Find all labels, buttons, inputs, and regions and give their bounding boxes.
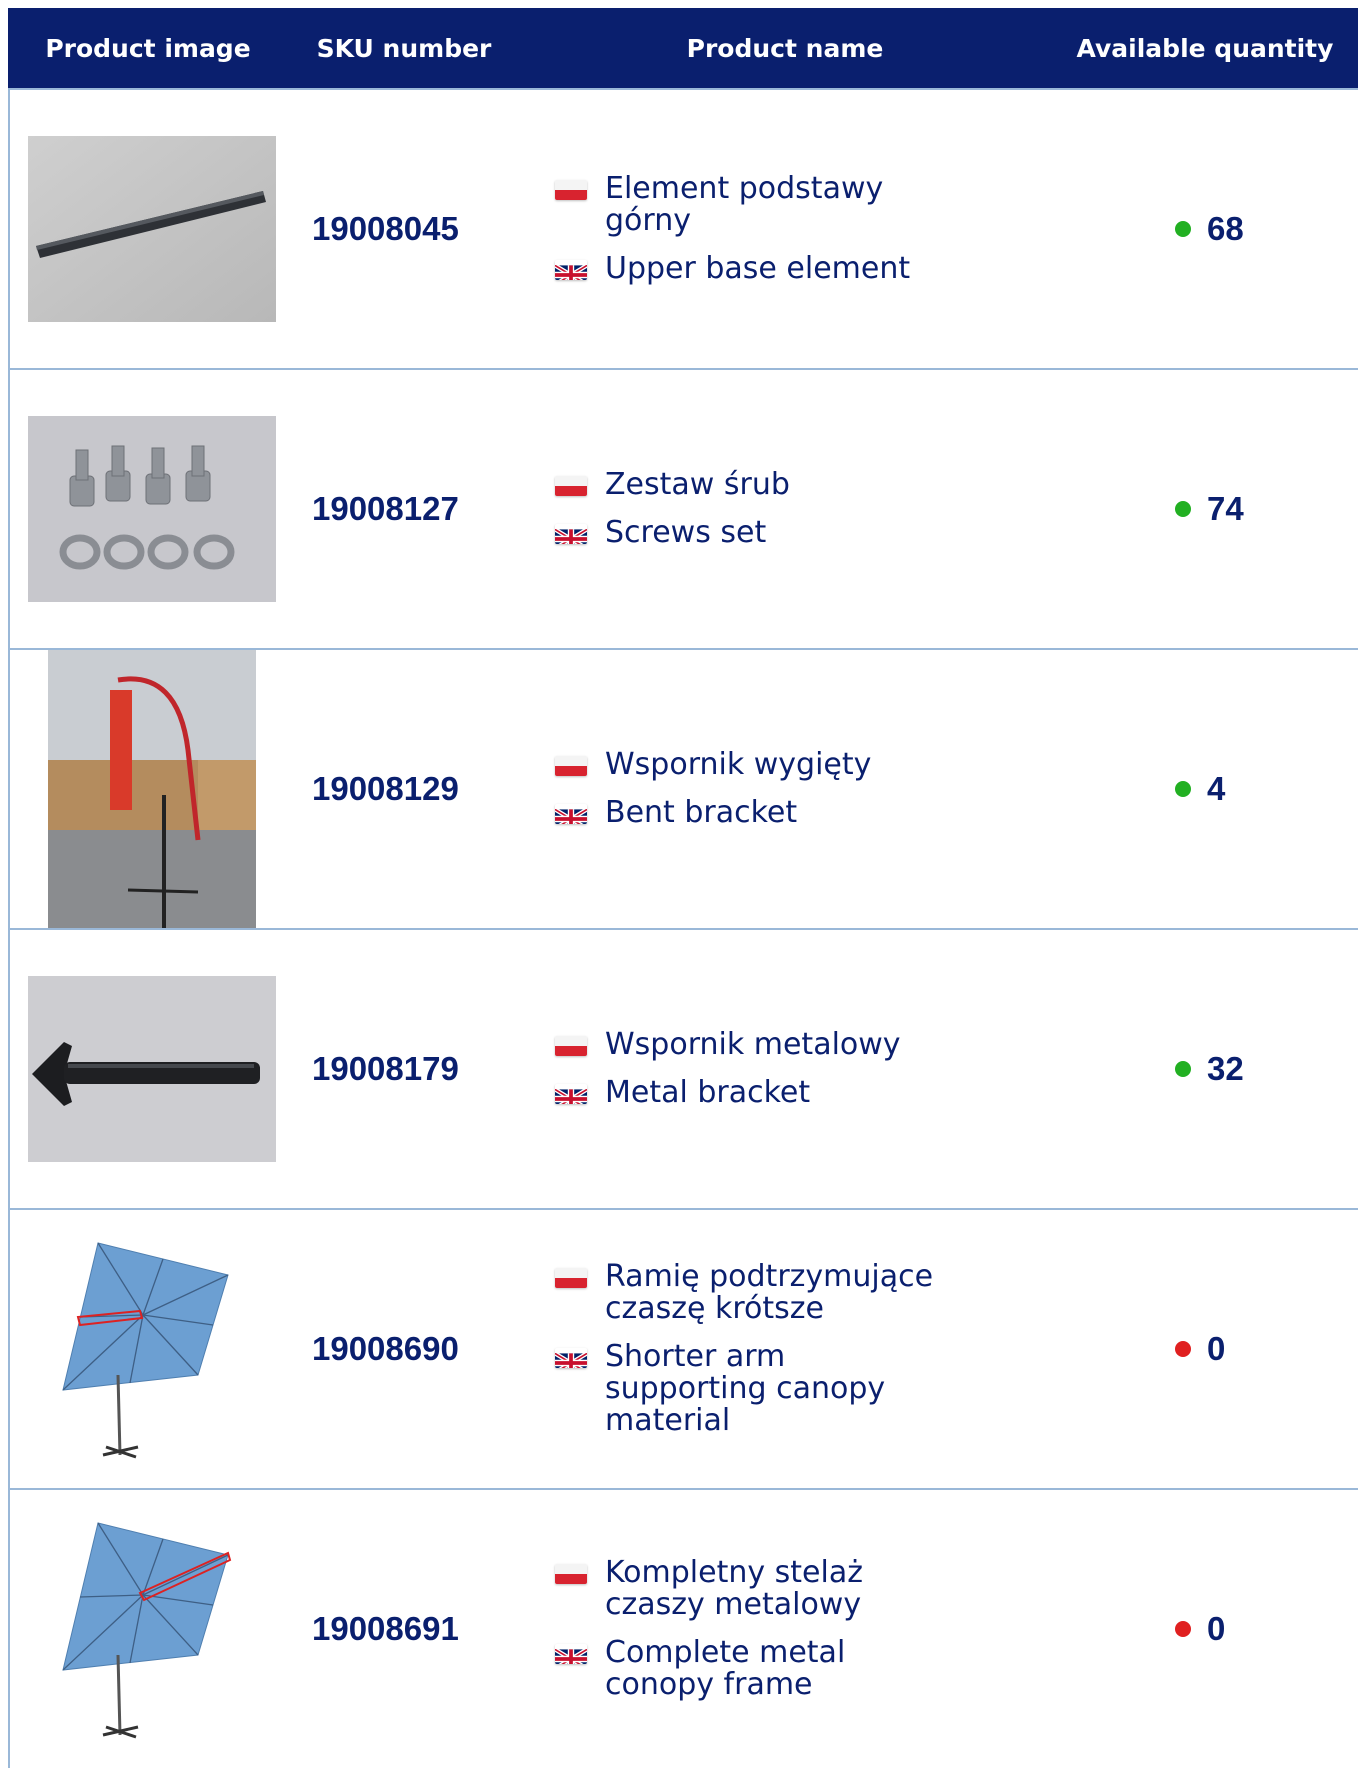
in-stock-status-icon: [1175, 781, 1191, 797]
table-row: [8, 368, 1358, 648]
product-name: [555, 650, 955, 928]
product-name-en: Upper base element: [605, 251, 911, 286]
product-name-en: Screws set: [605, 515, 767, 550]
product-image-umbrella-short-arm[interactable]: [12, 1220, 292, 1480]
product-image-rod[interactable]: [12, 124, 292, 334]
quantity-value: 68: [1207, 210, 1244, 247]
product-name: [555, 370, 955, 648]
header-available-quantity: Available quantity: [1076, 33, 1334, 63]
header-sku-number: SKU number: [316, 33, 492, 63]
header-product-image: Product image: [45, 33, 251, 63]
available-quantity: [1175, 1490, 1225, 1768]
available-quantity: [1175, 1210, 1225, 1488]
available-quantity: [1175, 370, 1244, 648]
product-name: [555, 930, 955, 1208]
product-name-pl: Zestaw śrub: [605, 467, 790, 502]
product-image-warehouse-umbrella[interactable]: [12, 650, 292, 928]
product-image-metal-bracket[interactable]: [12, 964, 292, 1174]
uk-flag-icon: [555, 1348, 587, 1368]
poland-flag-icon: [555, 1268, 587, 1288]
available-quantity: [1175, 650, 1225, 928]
product-name: [555, 1210, 955, 1488]
sku-number: 19008129: [312, 770, 459, 807]
poland-flag-icon: [555, 476, 587, 496]
table-row: [8, 88, 1358, 368]
table-row: [8, 648, 1358, 928]
quantity-value: 32: [1207, 1050, 1244, 1087]
table-header: [8, 8, 1358, 88]
uk-flag-icon: [555, 1084, 587, 1104]
product-name-en: Metal bracket: [605, 1075, 811, 1110]
uk-flag-icon: [555, 260, 587, 280]
in-stock-status-icon: [1175, 501, 1191, 517]
product-name-en: Shorter arm supporting canopy material: [605, 1339, 886, 1438]
product-name-pl: Ramię podtrzymujące czaszę krótsze: [605, 1259, 934, 1326]
product-name-en: Complete metal conopy frame: [605, 1635, 846, 1702]
poland-flag-icon: [555, 1564, 587, 1584]
out-of-stock-status-icon: [1175, 1341, 1191, 1357]
poland-flag-icon: [555, 1036, 587, 1056]
poland-flag-icon: [555, 180, 587, 200]
sku-number: 19008179: [312, 1050, 459, 1087]
product-name: [555, 90, 955, 368]
in-stock-status-icon: [1175, 1061, 1191, 1077]
available-quantity: [1175, 930, 1244, 1208]
sku-number: 19008690: [312, 1330, 459, 1367]
sku-number: 19008127: [312, 490, 459, 527]
product-name-pl: Element podstawy górny: [605, 171, 884, 238]
poland-flag-icon: [555, 756, 587, 776]
product-image-screws[interactable]: [12, 404, 292, 614]
table-row: [8, 928, 1358, 1208]
quantity-value: 0: [1207, 1330, 1226, 1367]
product-name-pl: Wspornik metalowy: [605, 1027, 901, 1062]
quantity-value: 4: [1207, 770, 1226, 807]
in-stock-status-icon: [1175, 221, 1191, 237]
table-row: [8, 1208, 1358, 1488]
quantity-value: 74: [1207, 490, 1244, 527]
available-quantity: [1175, 90, 1244, 368]
sku-number: 19008691: [312, 1610, 459, 1647]
uk-flag-icon: [555, 524, 587, 544]
uk-flag-icon: [555, 804, 587, 824]
product-image-umbrella-frame[interactable]: [12, 1500, 292, 1760]
product-name-pl: Kompletny stelaż czaszy metalowy: [605, 1555, 863, 1622]
product-name: [555, 1490, 955, 1768]
quantity-value: 0: [1207, 1610, 1226, 1647]
out-of-stock-status-icon: [1175, 1621, 1191, 1637]
product-name-pl: Wspornik wygięty: [605, 747, 872, 782]
uk-flag-icon: [555, 1644, 587, 1664]
sku-number: 19008045: [312, 210, 459, 247]
header-product-name: Product name: [686, 33, 884, 63]
product-name-en: Bent bracket: [605, 795, 798, 830]
table-row: [8, 1488, 1358, 1768]
